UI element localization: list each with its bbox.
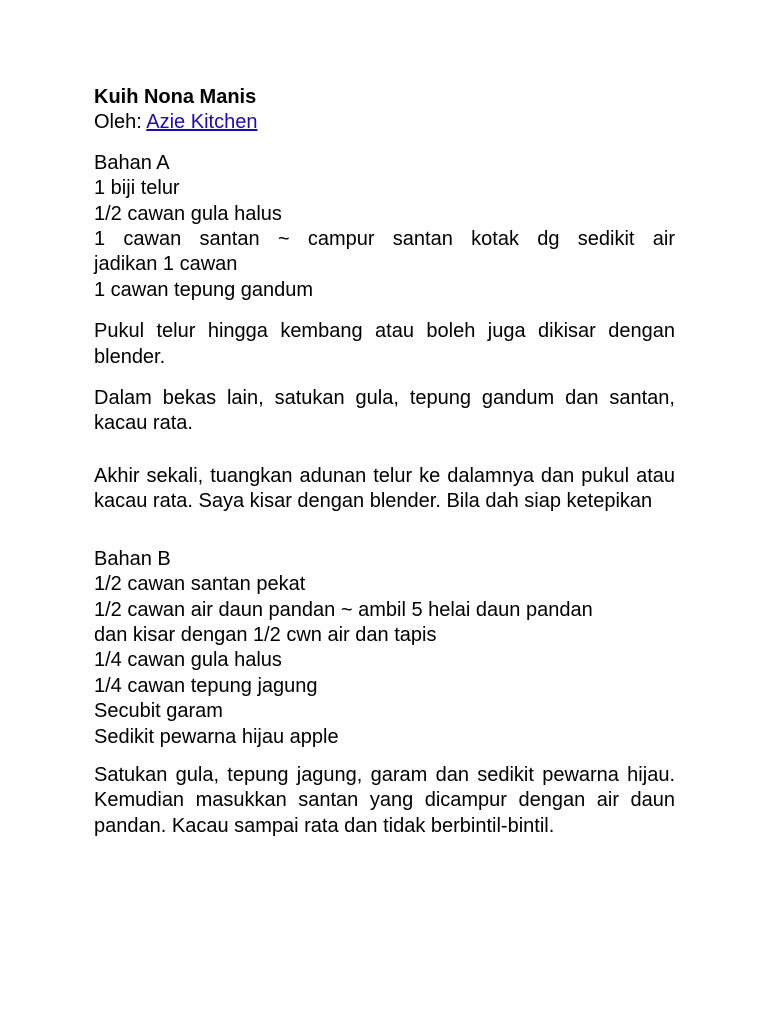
step-paragraph: Akhir sekali, tuangkan adunan telur ke dalamnya dan pukul atau kacau rata. Saya kisar dengan blender. Bila dah siap ketepikan	[94, 464, 675, 513]
ingredient-item: 1 biji telur	[94, 177, 180, 200]
recipe-page	[94, 85, 675, 839]
ingredient-item: 1 cawan santan ~ campur santan kotak dg sedikit air	[94, 228, 675, 251]
author-link[interactable]: Azie Kitchen	[146, 111, 258, 134]
byline-prefix: Oleh:	[94, 111, 142, 134]
ingredients-a-heading: Bahan A	[94, 151, 170, 174]
ingredients-b-heading: Bahan B	[94, 547, 171, 570]
ingredient-item: Secubit garam	[94, 700, 223, 723]
recipe-title: Kuih Nona Manis	[94, 86, 257, 108]
ingredients-b	[94, 547, 675, 750]
ingredient-item: 1/2 cawan santan pekat	[94, 573, 306, 596]
ingredients-a	[94, 151, 675, 303]
ingredient-item: 1/4 cawan tepung jagung	[94, 674, 318, 697]
step-paragraph: Pukul telur hingga kembang atau boleh juga dikisar dengan blender.	[94, 320, 675, 368]
ingredient-item: Sedikit pewarna hijau apple	[94, 725, 339, 748]
ingredient-item: 1 cawan tepung gandum	[94, 278, 314, 301]
ingredient-item: 1/4 cawan gula halus	[94, 649, 282, 672]
ingredient-item: 1/2 cawan gula halus	[94, 202, 282, 225]
step-paragraph: Satukan gula, tepung jagung, garam dan sedikit pewarna hijau. Kemudian masukkan santan yang dicampur dengan air daun pandan. Kacau sampai rata dan tidak berbintil-bintil.	[94, 763, 675, 837]
byline	[94, 110, 675, 135]
ingredient-item: 1/2 cawan air daun pandan ~ ambil 5 helai daun pandan	[94, 598, 593, 621]
ingredient-item: jadikan 1 cawan	[94, 253, 238, 276]
step-paragraph: Dalam bekas lain, satukan gula, tepung gandum dan santan, kacau rata.	[94, 387, 675, 435]
ingredient-item: dan kisar dengan 1/2 cwn air dan tapis	[94, 623, 437, 646]
